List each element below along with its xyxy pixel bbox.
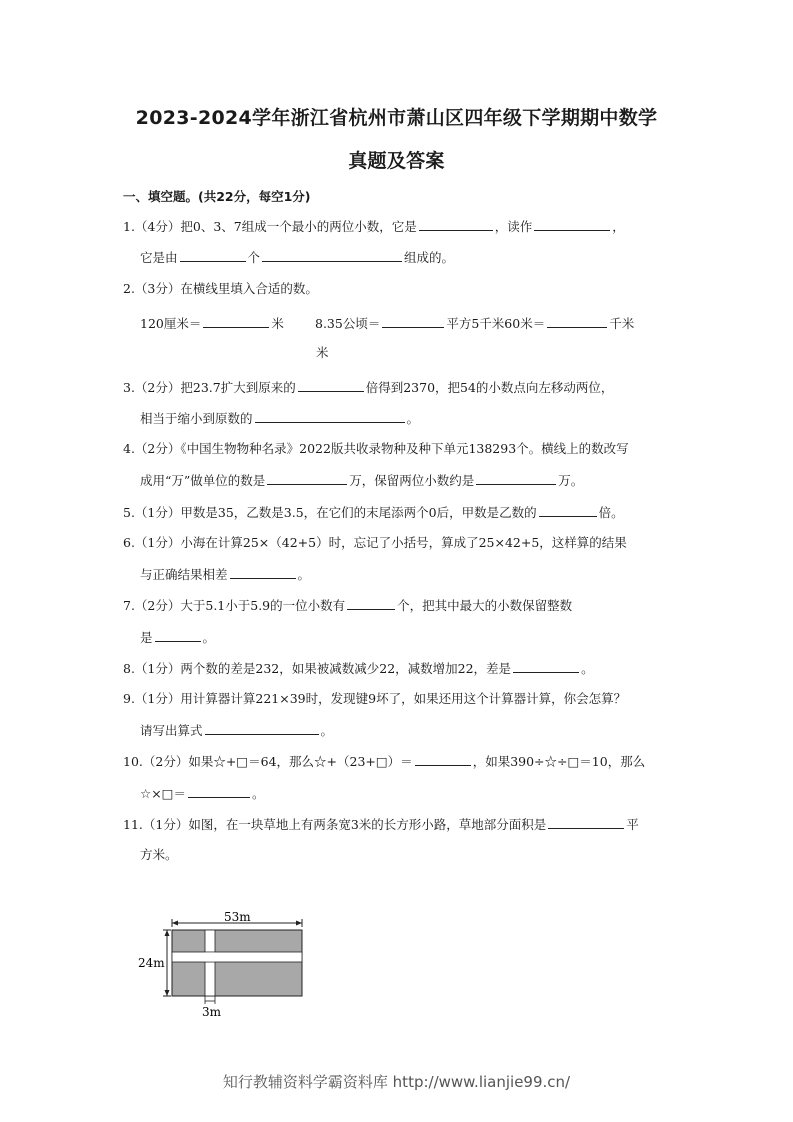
answer-blank[interactable] (155, 629, 201, 642)
lawn-rect (172, 930, 302, 996)
footer-watermark: 知行教辅资料学霸资料库 http://www.lianjie99.cn/ (222, 1073, 571, 1091)
question-2-line2 (140, 315, 284, 332)
answer-blank[interactable] (205, 722, 319, 735)
question-4-line1 (123, 441, 629, 457)
question-text: 5千米60米＝ (471, 316, 546, 331)
road-width-label: 3m (202, 1005, 222, 1019)
question-text: 。 (320, 723, 334, 738)
question-text: 8.（1分）两个数的差是232，如果被减数减少22，减数增加22，差是 (123, 661, 512, 676)
question-text: 7.（2分）大于5.1小于5.9的一位小数有 (123, 598, 346, 613)
question-text: 8.35公顷＝ (315, 316, 381, 331)
question-text: 。 (406, 411, 420, 426)
page-subtitle: 真题及答案 (348, 150, 445, 172)
question-text: 米 (271, 316, 284, 331)
answer-blank[interactable] (255, 410, 405, 423)
question-text: 个，把其中最大的小数保留整数 (397, 598, 573, 613)
question-text: 5.（1分）甲数是35，乙数是3.5，在它们的末尾添两个0后，甲数是乙数的 (123, 505, 537, 520)
question-text: 2.（3分）在横线里填入合适的数。 (123, 281, 318, 296)
question-10-line2 (140, 785, 265, 802)
question-3-line1 (123, 379, 613, 396)
answer-blank[interactable] (203, 315, 269, 328)
question-9-line1 (123, 691, 626, 707)
answer-blank[interactable] (180, 249, 246, 262)
width-label: 53m (224, 910, 251, 924)
lawn-diagram (130, 900, 320, 1029)
question-1-line2 (140, 249, 454, 266)
answer-blank[interactable] (298, 379, 364, 392)
question-text: 4.（2分）《中国生物物种名录》2022版共收录物种及种下单元138293个。横线上的数改写 (123, 441, 629, 456)
answer-blank[interactable] (534, 218, 610, 231)
question-text: 倍得到2370，把54的小数点向左移动两位， (365, 380, 614, 395)
page-title: 2023-2024学年浙江省杭州市萧山区四年级下学期期中数学 (135, 107, 658, 129)
answer-blank[interactable] (548, 816, 624, 829)
question-text: 相当于缩小到原数的 (140, 411, 253, 426)
question-text: 万，保留两位小数约是 (349, 473, 475, 488)
question-text: 。 (581, 661, 594, 676)
question-text: 与正确结果相差 (140, 567, 228, 582)
horizontal-road (172, 952, 302, 962)
section-title: 一、填空题。(共22分，每空1分) (123, 189, 311, 204)
question-7-line2 (140, 629, 215, 646)
question-text: 3.（2分）把23.7扩大到原来的 (123, 380, 296, 395)
answer-blank[interactable] (415, 753, 471, 766)
question-text: 成用“万”做单位的数是 (140, 473, 266, 488)
question-text: 千米 (609, 316, 635, 331)
question-6-line1 (123, 535, 627, 551)
question-8 (123, 660, 594, 677)
question-text: 平 (626, 817, 639, 832)
question-text: 组成的。 (404, 250, 455, 265)
question-10-line1 (123, 753, 645, 770)
answer-blank[interactable] (230, 566, 296, 579)
answer-blank[interactable] (476, 472, 556, 485)
question-text: 是 (140, 630, 153, 645)
answer-blank[interactable] (513, 660, 579, 673)
question-text: 10.（2分）如果☆+□＝64，那么☆+（23+□）＝ (123, 754, 413, 769)
question-6-line2 (140, 566, 310, 583)
question-text: 。 (252, 786, 265, 801)
question-text: 120厘米＝ (140, 316, 202, 331)
question-text: 米 (316, 345, 329, 360)
question-11-line2 (140, 847, 178, 863)
question-text: 个 (247, 250, 261, 265)
answer-blank[interactable] (262, 249, 402, 262)
question-text: 倍。 (598, 505, 624, 520)
question-5 (123, 504, 624, 521)
question-2-line2b (315, 315, 634, 332)
question-4-line2 (140, 472, 583, 489)
question-2-line1 (123, 281, 318, 297)
question-1-line1 (123, 218, 625, 235)
question-9-line2 (140, 722, 333, 739)
answer-blank[interactable] (188, 785, 250, 798)
question-text: 万。 (558, 473, 584, 488)
question-text: 。 (202, 630, 216, 645)
height-label: 24m (138, 956, 165, 970)
answer-blank[interactable] (547, 315, 607, 328)
question-text: 。 (297, 567, 311, 582)
question-text: 请写出算式 (140, 723, 203, 738)
question-text: 6.（1分）小海在计算25×（42+5）时，忘记了小括号，算成了25×42+5，这样算的结果 (123, 535, 627, 550)
answer-blank[interactable] (382, 315, 444, 328)
question-text: ，如果390÷☆÷□＝10，那么 (472, 754, 646, 769)
answer-blank[interactable] (539, 504, 597, 517)
question-text: 它是由 (140, 250, 178, 265)
question-text: 方米。 (140, 847, 178, 862)
question-11-line1 (123, 816, 639, 833)
question-text: ☆×□＝ (140, 786, 186, 801)
question-7-line1 (123, 597, 572, 614)
answer-blank[interactable] (419, 218, 493, 231)
question-2-line3 (316, 345, 329, 361)
question-text: 11.（1分）如图，在一块草地上有两条宽3米的长方形小路，草地部分面积是 (123, 817, 547, 832)
lawn-diagram-svg (130, 900, 320, 1025)
vertical-road (205, 930, 215, 996)
question-text: ，读作 (494, 219, 533, 234)
question-text: ， (612, 219, 625, 234)
answer-blank[interactable] (267, 472, 347, 485)
answer-blank[interactable] (347, 597, 395, 610)
question-text: 平方 (446, 316, 472, 331)
question-3-line2 (140, 410, 419, 427)
question-text: 9.（1分）用计算器计算221×39时，发现键9坏了，如果还用这个计算器计算，你会怎算？ (123, 691, 627, 706)
question-text: 1.（4分）把0、3、7组成一个最小的两位小数，它是 (123, 219, 417, 234)
